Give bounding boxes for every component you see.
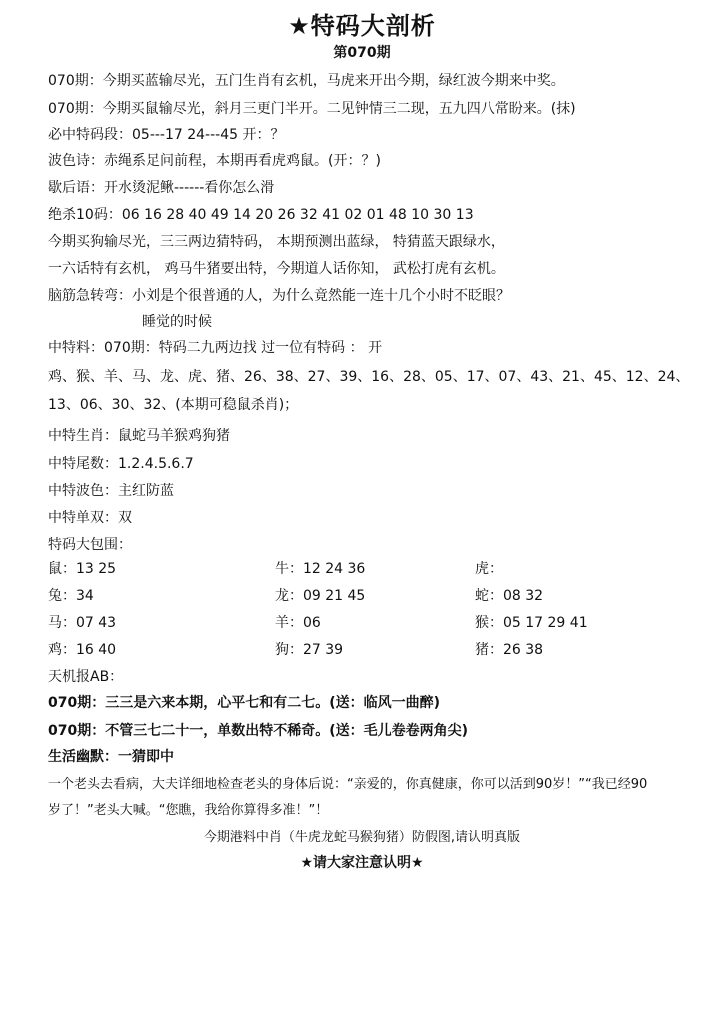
special-tail: 中特尾数：1.2.4.5.6.7 (48, 456, 194, 472)
zodiac-cell-tiger: 虎： (475, 561, 503, 577)
tianji-line-a: 070期：三三是六来本期，心平七和有二七。(送：临风一曲醉) (48, 695, 441, 711)
poem-line-2: 一六话特有玄机， 鸡马牛猪要出特，今期道人话你知， 武松打虎有玄机。 (48, 261, 505, 277)
humor-heading: 生活幽默：一猜即中 (48, 749, 174, 765)
poem-line-1: 今期买狗输尽光，三三两边猜特码， 本期预测出蓝绿， 特猜蓝天跟绿水， (48, 234, 505, 250)
zodiac-cell-pig: 猪：26 38 (475, 642, 544, 658)
riddle-answer: 睡觉的时候 (142, 314, 212, 330)
zodiac-cell-monkey: 猴：05 17 29 41 (475, 615, 588, 631)
zodiac-cell-snake: 蛇：08 32 (475, 588, 544, 604)
page-title: ★特码大剖析 (288, 12, 436, 40)
encircle-heading: 特码大包围： (48, 537, 132, 553)
special-list-2: 13、06、30、32、(本期可稳鼠杀肖)； (48, 397, 299, 413)
verse-line-2: 070期：今期买鼠输尽光，斜月三更门半开。二见钟情三二现，五九四八常盼来。(抹) (48, 101, 576, 117)
zodiac-cell-dragon: 龙：09 21 45 (275, 588, 366, 604)
zodiac-cell-dog: 狗：27 39 (275, 642, 344, 658)
zodiac-cell-rooster: 鸡：16 40 (48, 642, 117, 658)
zodiac-cell-goat: 羊：06 (275, 615, 321, 631)
zodiac-cell-ox: 牛：12 24 36 (275, 561, 366, 577)
special-color: 中特波色：主红防蓝 (48, 483, 174, 499)
xiehouyu: 歇后语：开水烫泥鳅------看你怎么滑 (48, 180, 275, 196)
zodiac-cell-rabbit: 兔：34 (48, 588, 94, 604)
zodiac-cell-rat: 鼠：13 25 (48, 561, 117, 577)
special-odd-even: 中特单双：双 (48, 510, 132, 526)
riddle-question: 脑筋急转弯：小刘是个很普通的人，为什么竟然能一连十几个小时不眨眼？ (48, 288, 510, 304)
footer-warning: ★请大家注意认明★ (300, 855, 424, 871)
tianji-heading: 天机报AB： (48, 669, 124, 685)
special-zodiac: 中特生肖：鼠蛇马羊猴鸡狗猪 (48, 428, 230, 444)
color-poem: 波色诗：赤绳系足问前程，本期再看虎鸡鼠。(开：？) (48, 153, 381, 169)
must-hit-range: 必中特码段：05---17 24---45 开：？ (48, 127, 285, 143)
verse-line-1: 070期：今期买蓝输尽光，五门生肖有玄机，马虎来开出今期，绿红波今期来中奖。 (48, 73, 565, 89)
issue-number: 第070期 (333, 45, 391, 61)
tianji-line-b: 070期：不管三七二十一，单数出特不稀奇。(送：毛儿卷卷两角尖) (48, 723, 469, 739)
special-info: 中特料：070期：特码二九两边找 过一位有特码 ： 开 (48, 340, 383, 356)
humor-paragraph-2: 岁了！”老头大喊。“您瞧，我给你算得多准！”！ (48, 803, 329, 818)
kill-ten-codes: 绝杀10码：06 16 28 40 49 14 20 26 32 41 02 01 48 10 30 13 (48, 207, 474, 223)
zodiac-cell-horse: 马：07 43 (48, 615, 117, 631)
humor-paragraph-1: 一个老头去看病，大夫详细地检查老头的身体后说：“亲爱的，你真健康，你可以活到90岁！”“我已经90 (48, 777, 648, 792)
special-list-1: 鸡、猴、羊、马、龙、虎、猪、26、38、27、39、16、28、05、17、07、43、21、45、12、24、 (48, 369, 690, 385)
footer-note: 今期港料中肖（牛虎龙蛇马猴狗猪）防假图,请认明真版 (203, 830, 521, 845)
